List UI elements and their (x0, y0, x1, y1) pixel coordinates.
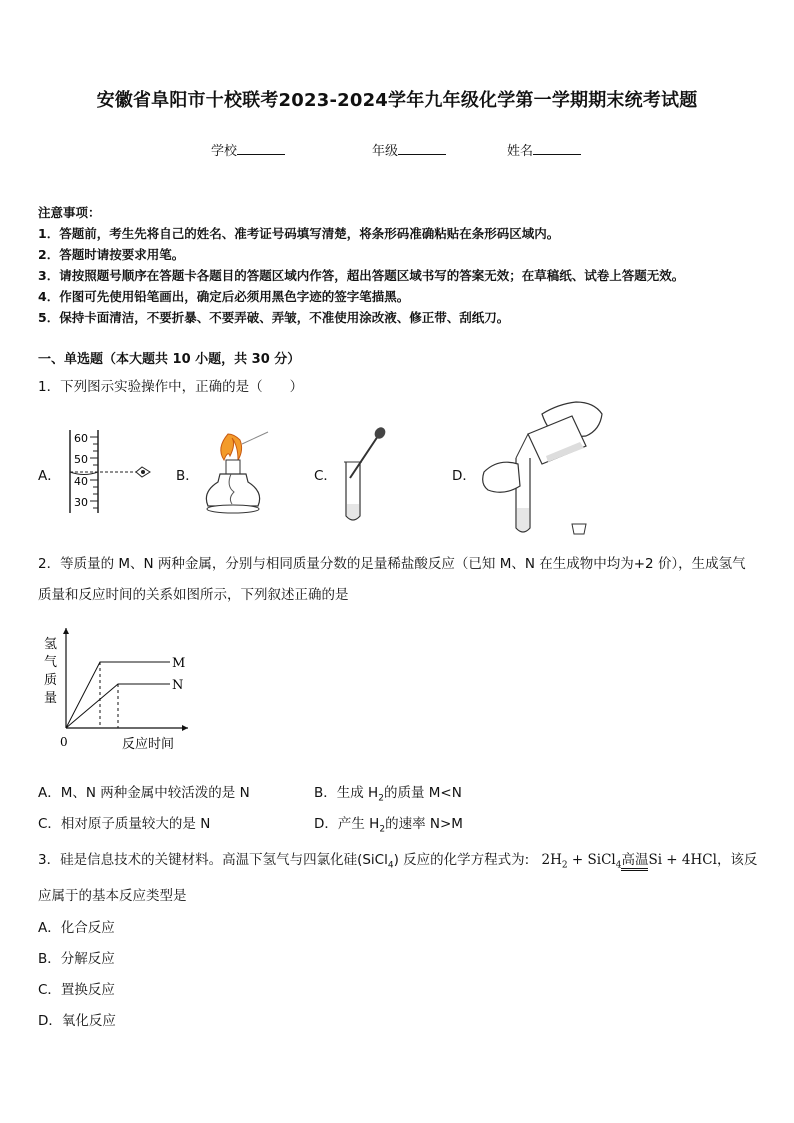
q3-stem-text-mid: ) 反应的化学方程式为: (393, 852, 530, 868)
cylinder-tick-label: 40 (74, 475, 88, 488)
q3-option-c[interactable]: C．置换反应 (38, 982, 115, 998)
q2-option-a[interactable]: A．M、N 两种金属中较活泼的是 N (38, 785, 250, 801)
q3-option-a[interactable]: A．化合反应 (38, 920, 115, 936)
x-axis-label: 反应时间 (122, 737, 175, 752)
school-label: 学校 (211, 144, 238, 159)
q2-option-d-subscript: 2 (379, 824, 386, 835)
q2-option-d-text: D．产生 H (314, 816, 380, 832)
q3-stem-text: 3．硅是信息技术的关键材料。高温下氢气与四氯化硅(SiCl (38, 852, 388, 868)
cylinder-tick-label: 30 (74, 496, 88, 509)
note-item: 4．作图可先使用铅笔画出，确定后必须用黑色字迹的签字笔描黑。 (38, 289, 410, 304)
equation-term: 2H (541, 852, 562, 868)
chemical-equation (541, 852, 717, 871)
q3-stem-line1 (38, 848, 757, 871)
q2-option-d[interactable] (314, 812, 463, 835)
q3-option-b[interactable]: B．分解反应 (38, 951, 115, 967)
q1-option-d-label[interactable]: D． (452, 468, 476, 484)
q3-stem-line2: 应属于的基本反应类型是 (38, 888, 187, 904)
q2-option-b-text: B．生成 H (314, 785, 379, 801)
note-item: 1．答题前，考生先将自己的姓名、准考证号码填写清楚，将条形码准确粘贴在条形码区域内。 (38, 226, 560, 241)
page-title: 安徽省阜阳市十校联考2023-2024学年九年级化学第一学期期末统考试题 (96, 90, 698, 111)
y-axis-label-char: 量 (44, 691, 58, 706)
q2-option-c[interactable]: C．相对原子质量较大的是 N (38, 816, 211, 832)
equation-subscript: 4 (615, 860, 622, 871)
alcohol-lamp-figure (198, 430, 270, 518)
section-heading: 一、单选题（本大题共 10 小题，共 30 分） (38, 352, 301, 367)
q2-option-b-subscript: 2 (378, 793, 384, 804)
bottle-stopper-icon (572, 524, 586, 534)
name-label: 姓名 (507, 144, 534, 159)
y-axis-label-char: 气 (44, 655, 58, 670)
y-axis-label-char: 氢 (44, 637, 58, 652)
equation-term: Si + 4HCl (648, 852, 717, 868)
q3-stem-text-end: ，该反 (716, 852, 758, 868)
name-field[interactable] (507, 140, 581, 159)
equation-term: + SiCl (567, 852, 616, 868)
q1-stem: 1．下列图示实验操作中，正确的是（ ） (38, 379, 304, 395)
q1-option-c-label[interactable]: C． (314, 468, 337, 484)
pouring-liquid-figure (476, 396, 610, 536)
flame-icon (221, 434, 242, 460)
series-m-label: M (172, 656, 186, 671)
hand-icon (483, 462, 520, 492)
grade-label: 年级 (372, 144, 399, 159)
notes-title: 注意事项： (38, 205, 101, 220)
q3-stem-subscript: 4 (387, 860, 394, 871)
origin-label: 0 (60, 735, 68, 749)
q2-stem-line2: 质量和反应时间的关系如图所示，下列叙述正确的是 (38, 587, 349, 603)
grade-blank[interactable] (398, 142, 446, 155)
hydrogen-mass-vs-time-graph (40, 624, 200, 756)
grade-field[interactable] (372, 140, 446, 159)
q1-option-b-label[interactable]: B． (176, 468, 199, 484)
y-axis-label-char: 质 (44, 673, 58, 688)
reaction-condition: 高温 (621, 852, 648, 871)
q2-stem-line1: 2．等质量的 M、N 两种金属，分别与相同质量分数的足量稀盐酸反应（已知 M、N 在生成物中均为+2 价），生成氢气 (38, 556, 746, 572)
note-item: 3．请按照题号顺序在答题卡各题目的答题区域内作答，超出答题区域书写的答案无效；在草稿纸、试卷上答题无效。 (38, 268, 685, 283)
note-item: 5．保持卡面清洁，不要折暴、不要弄破、弄皱，不准使用涂改液、修正带、刮纸刀。 (38, 310, 510, 325)
note-item: 2．答题时请按要求用笔。 (38, 247, 185, 262)
q2-option-b-text-end: 的质量 M<N (383, 785, 462, 801)
q2-option-b[interactable] (314, 781, 462, 804)
graduated-cylinder-reading-figure (62, 425, 162, 517)
dropper-bulb-icon (372, 425, 387, 441)
q3-option-d[interactable]: D．氧化反应 (38, 1013, 116, 1029)
q2-option-d-text-end: 的速率 N>M (385, 816, 463, 832)
q1-option-a-label[interactable]: A． (38, 468, 61, 484)
y-axis-arrow-icon (63, 628, 69, 634)
cylinder-tick-label: 50 (74, 453, 88, 466)
school-field[interactable] (211, 140, 285, 159)
series-n-label: N (172, 678, 184, 693)
dropper-test-tube-figure (338, 424, 390, 528)
school-blank[interactable] (237, 142, 285, 155)
equation-subscript: 2 (561, 860, 568, 871)
series-m-line (66, 662, 170, 728)
cylinder-tick-label: 60 (74, 432, 88, 445)
name-blank[interactable] (533, 142, 581, 155)
x-axis-arrow-icon (182, 725, 188, 731)
